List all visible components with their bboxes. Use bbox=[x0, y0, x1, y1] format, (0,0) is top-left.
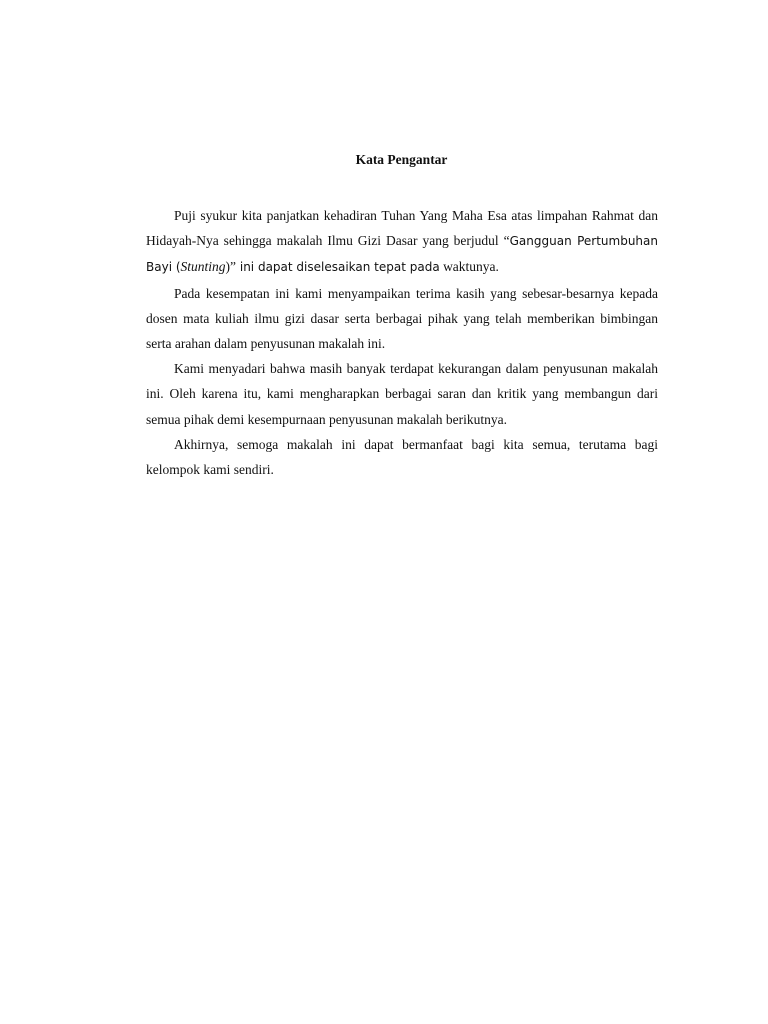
paragraph-1 bbox=[146, 203, 658, 281]
paragraph-4: Akhirnya, semoga makalah ini dapat bermanfaat bagi kita semua, terutama bagi kelompok kami sendiri. bbox=[146, 436, 658, 478]
paragraph-2: Pada kesempatan ini kami menyampaikan terima kasih yang sebesar-besarnya kepada dosen mata kuliah ilmu gizi dasar serta berbagai pihak yang telah memberikan bimbingan serta arahan dalam penyusunan makalah ini. bbox=[146, 285, 658, 352]
paragraph-1-lead: Puji syukur kita panjatkan kehadiran Tuhan Yang Maha Esa atas limpahan Rahmat dan Hidayah-Nya sehingga makalah Ilmu Gizi Dasar yang berjudul bbox=[146, 208, 658, 249]
paragraph-1-tail: waktunya. bbox=[439, 259, 499, 275]
paragraph-1-title-sans: Gangguan Pertumbuhan Bayi ( bbox=[146, 234, 658, 275]
paragraph-3: Kami menyadari bahwa masih banyak terdapat kekurangan dalam penyusunan makalah ini. Oleh karena itu, kami mengharapkan berbagai saran dan kritik yang membangun dari semua pihak demi kesempurnaan penyusunan makalah berikutnya. bbox=[146, 361, 658, 427]
paragraph-1-title-italic: Stunting bbox=[180, 259, 226, 275]
page-title: Kata Pengantar bbox=[355, 152, 448, 167]
document-body bbox=[146, 203, 658, 482]
paragraph-1-title-close: )” bbox=[225, 259, 237, 275]
paragraph-1-quote-open: “ bbox=[503, 233, 510, 249]
paragraph-1-tail-sans: ini dapat diselesaikan tepat pada bbox=[236, 260, 440, 275]
